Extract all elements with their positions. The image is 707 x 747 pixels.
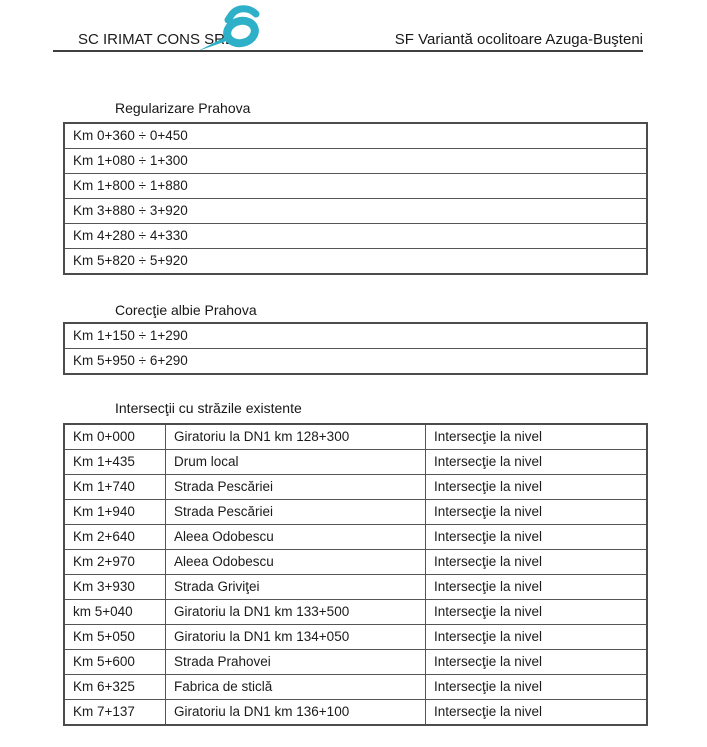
table-cell: Km 5+050: [73, 629, 135, 644]
table-row: [65, 625, 646, 650]
table-row: [65, 525, 646, 550]
table-row: [65, 349, 646, 373]
table-row: [65, 600, 646, 625]
table-row: [65, 324, 646, 349]
table-row: [65, 700, 646, 724]
table-corectie: [63, 322, 648, 375]
section-title-corectie: Corecţie albie Prahova: [115, 302, 257, 318]
table-intersectii: [63, 423, 648, 726]
table-cell: Intersecţie la nivel: [425, 600, 646, 624]
table-cell: Intersecţie la nivel: [425, 525, 646, 549]
table-cell: Intersecţie la nivel: [425, 625, 646, 649]
table-cell: Intersecţie la nivel: [425, 675, 646, 699]
table-cell: Km 1+800 ÷ 1+880: [73, 178, 188, 193]
table-cell: Km 5+600: [73, 654, 135, 669]
table-row: [65, 174, 646, 199]
table-cell: km 5+040: [73, 604, 133, 619]
table-cell: Km 2+970: [73, 554, 135, 569]
table-cell: Km 6+325: [73, 679, 135, 694]
table-cell: Strada Pescăriei: [165, 500, 425, 524]
table-cell: Intersecţie la nivel: [425, 450, 646, 474]
table-cell: Aleea Odobescu: [165, 550, 425, 574]
table-row: [65, 149, 646, 174]
table-cell: Strada Pescăriei: [165, 475, 425, 499]
table-row: [65, 475, 646, 500]
table-cell: Km 0+360 ÷ 0+450: [73, 128, 188, 143]
table-row: [65, 224, 646, 249]
table-row: [65, 425, 646, 450]
table-cell: Giratoriu la DN1 km 134+050: [165, 625, 425, 649]
company-logo-icon: [197, 5, 265, 53]
project-title: SF Variantă ocolitoare Azuga-Buşteni: [394, 31, 643, 48]
table-cell: Km 5+950 ÷ 6+290: [73, 353, 188, 368]
table-cell: Km 4+280 ÷ 4+330: [73, 228, 188, 243]
table-cell: Intersecţie la nivel: [425, 700, 646, 724]
table-row: [65, 124, 646, 149]
table-cell: Km 2+640: [73, 529, 135, 544]
table-row: [65, 199, 646, 224]
table-cell: Aleea Odobescu: [165, 525, 425, 549]
table-cell: Giratoriu la DN1 km 128+300: [165, 425, 425, 449]
table-cell: Km 5+820 ÷ 5+920: [73, 253, 188, 268]
table-cell: Giratoriu la DN1 km 136+100: [165, 700, 425, 724]
table-row: [65, 550, 646, 575]
table-cell: Km 7+137: [73, 704, 135, 719]
table-cell: Intersecţie la nivel: [425, 575, 646, 599]
table-regularizare: [63, 122, 648, 275]
header-rule: [53, 50, 643, 52]
table-row: [65, 500, 646, 525]
table-cell: Km 1+435: [73, 454, 135, 469]
table-cell: Giratoriu la DN1 km 133+500: [165, 600, 425, 624]
table-cell: Km 3+880 ÷ 3+920: [73, 203, 188, 218]
table-cell: Km 1+150 ÷ 1+290: [73, 328, 188, 343]
table-cell: Strada Prahovei: [165, 650, 425, 674]
table-cell: Intersecţie la nivel: [425, 475, 646, 499]
table-cell: Intersecţie la nivel: [425, 550, 646, 574]
table-row: [65, 575, 646, 600]
section-title-regularizare: Regularizare Prahova: [115, 100, 251, 116]
table-cell: Km 0+000: [73, 429, 135, 444]
table-cell: Drum local: [165, 450, 425, 474]
table-row: [65, 650, 646, 675]
table-cell: Km 1+940: [73, 504, 135, 519]
table-cell: Km 1+080 ÷ 1+300: [73, 153, 188, 168]
table-cell: Km 1+740: [73, 479, 135, 494]
table-row: [65, 675, 646, 700]
company-name: SC IRIMAT CONS SRL: [78, 31, 234, 48]
table-cell: Intersecţie la nivel: [425, 500, 646, 524]
table-cell: Intersecţie la nivel: [425, 650, 646, 674]
table-row: [65, 450, 646, 475]
table-row: [65, 249, 646, 273]
table-cell: Intersecţie la nivel: [425, 425, 646, 449]
table-cell: Km 3+930: [73, 579, 135, 594]
section-title-intersectii: Intersecţii cu străzile existente: [115, 400, 302, 416]
table-cell: Fabrica de sticlă: [165, 675, 425, 699]
table-cell: Strada Griviţei: [165, 575, 425, 599]
